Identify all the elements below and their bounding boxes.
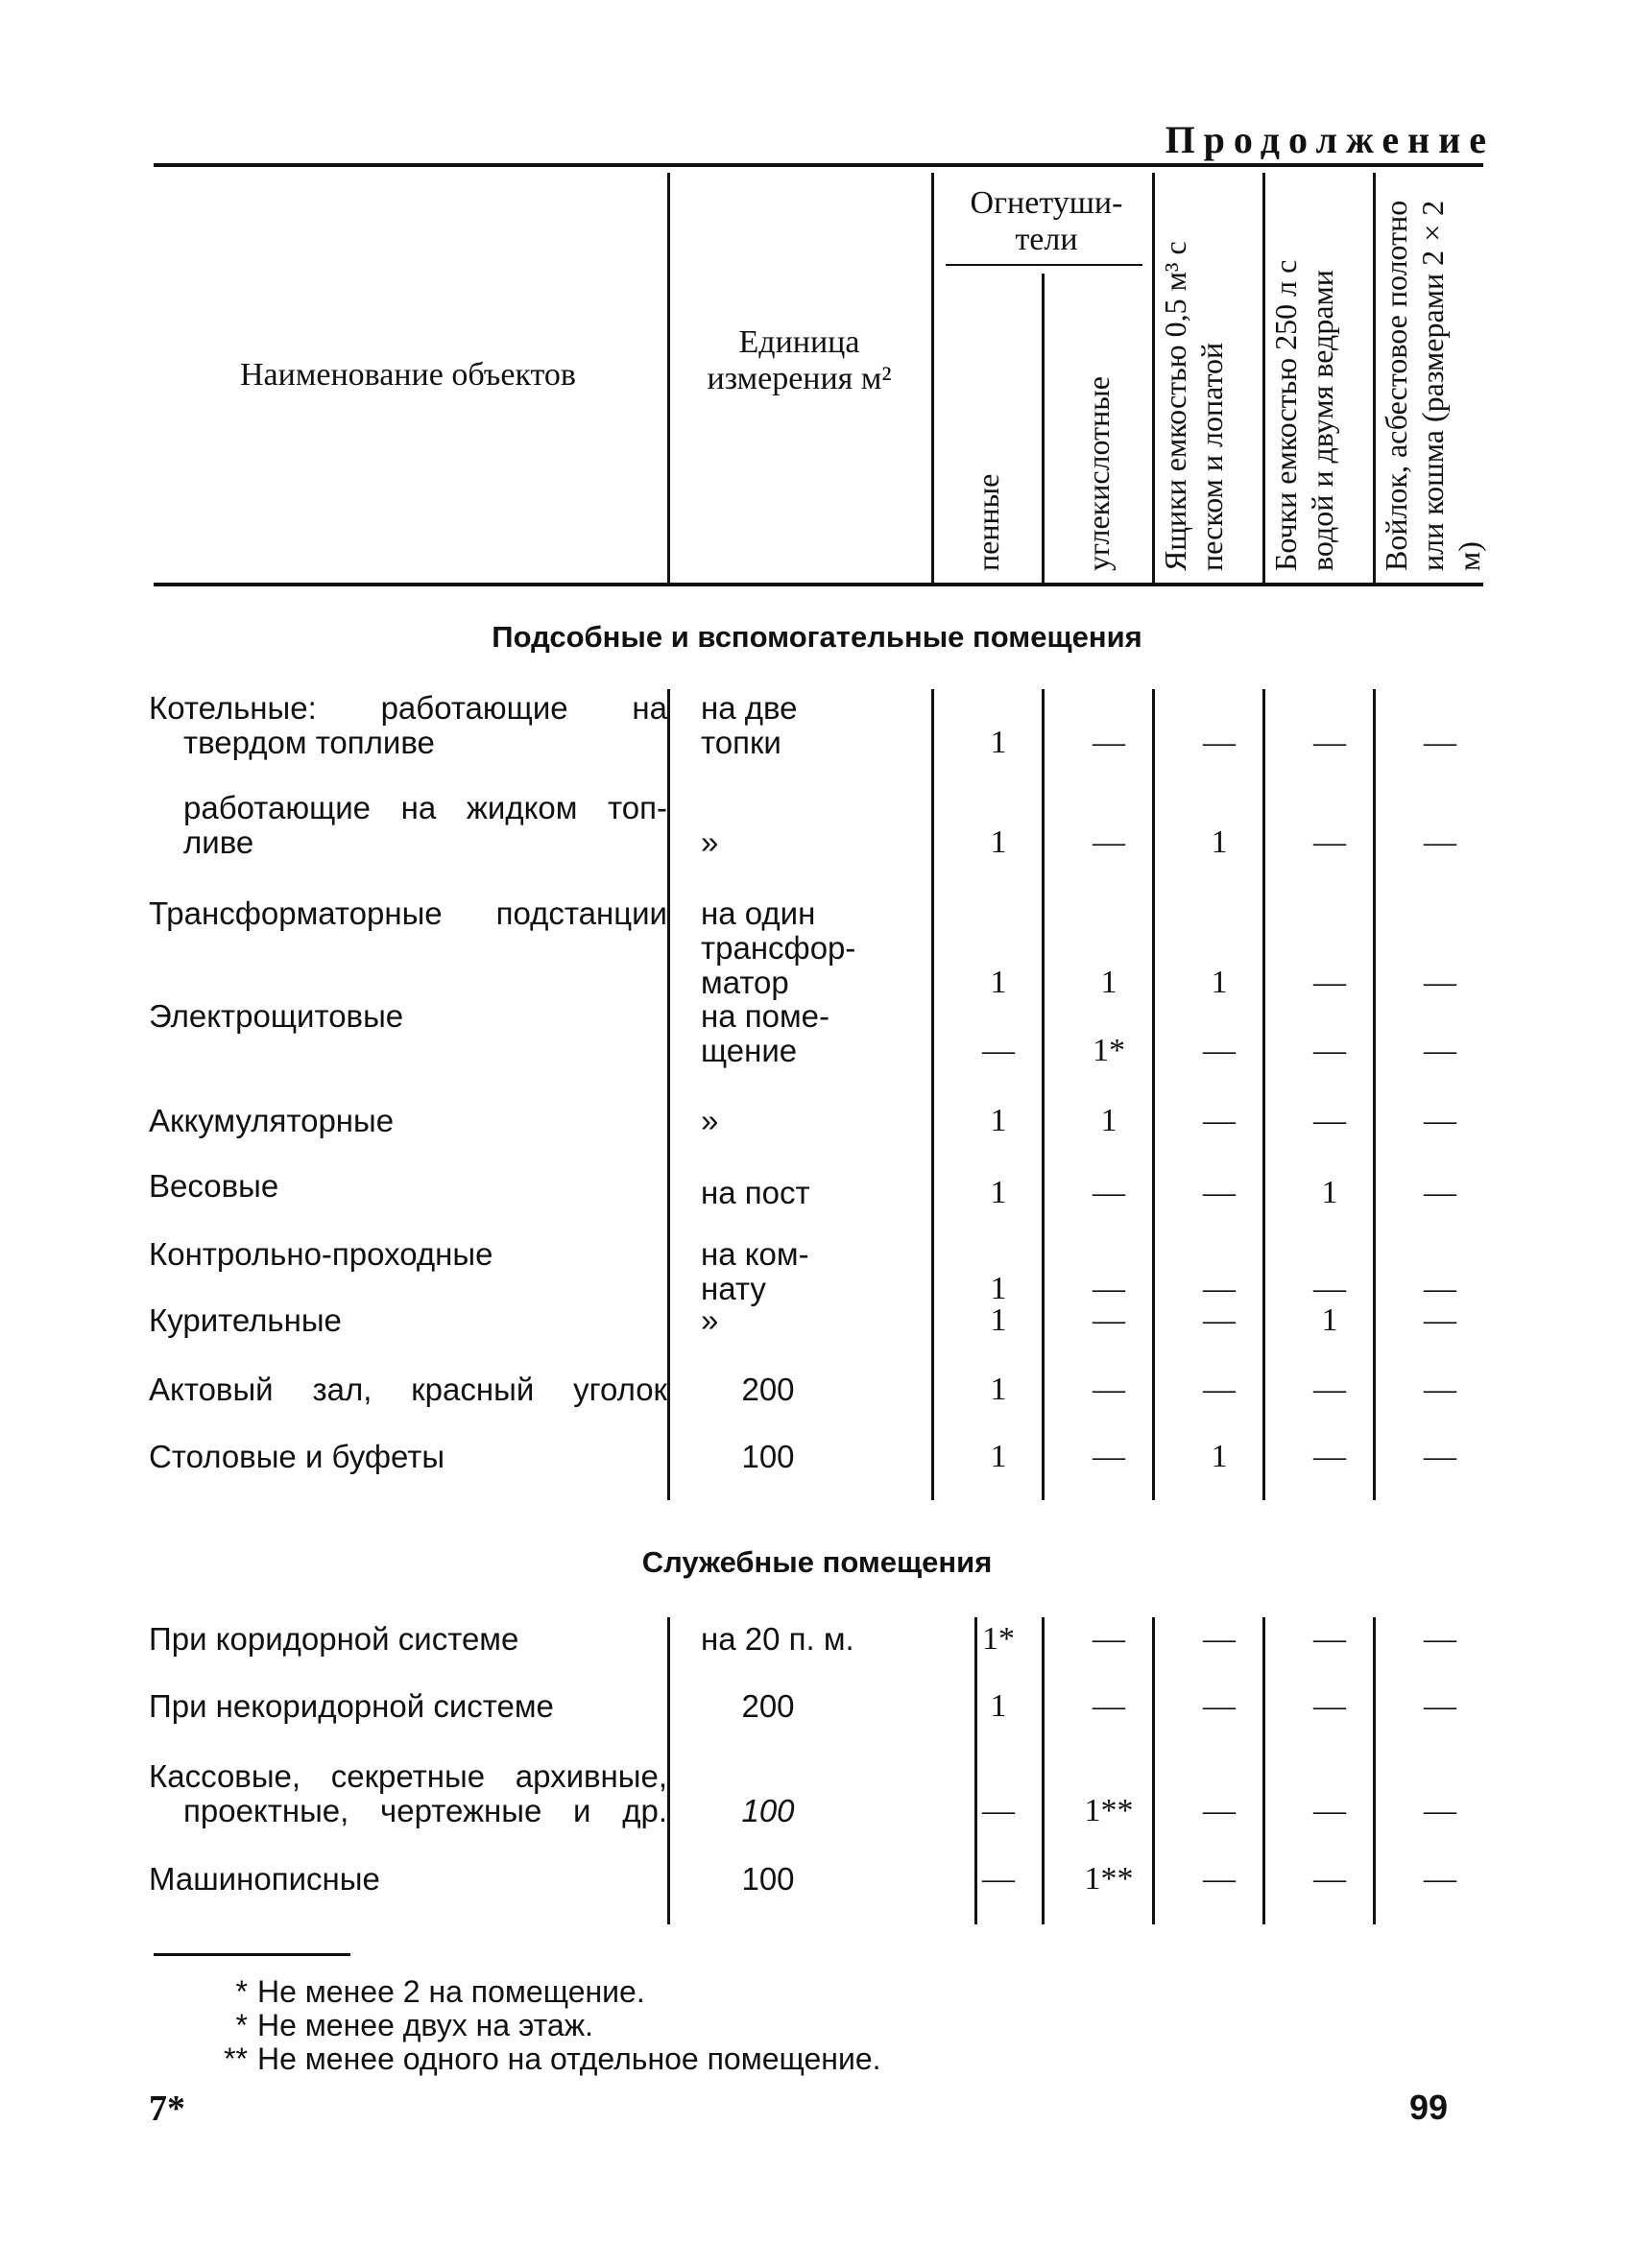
header-divider (1042, 274, 1045, 583)
cell-water: — (1313, 1793, 1346, 1828)
cell-water: — (1313, 1439, 1346, 1474)
row-unit: на 20 п. м. (701, 1621, 854, 1657)
cell-carbonic: — (1093, 1175, 1125, 1210)
cell-felt: — (1424, 1175, 1456, 1210)
row-name: Электрощитовые (149, 998, 404, 1034)
row-name: Весовые (149, 1168, 279, 1204)
cell-felt: — (1424, 1793, 1456, 1828)
row-name: При некоридорной системе (149, 1688, 554, 1724)
cell-carbonic: 1** (1084, 1861, 1134, 1897)
cell-water: — (1313, 1621, 1346, 1657)
row-name: При коридорной системе (149, 1621, 519, 1657)
cell-foam: 1* (982, 1621, 1015, 1657)
cell-foam: 1 (990, 1688, 1007, 1724)
cell-water: — (1313, 725, 1346, 760)
row-name: Машинописные (149, 1861, 380, 1897)
signature-mark: 7* (149, 2089, 185, 2129)
cell-carbonic: — (1093, 1439, 1125, 1474)
cell-felt: — (1424, 1688, 1456, 1724)
group-underline (946, 264, 1142, 266)
row-name: Столовые и буфеты (149, 1439, 445, 1474)
cell-water: — (1313, 824, 1346, 860)
header-divider (667, 173, 670, 583)
row-name: Кассовые, секретные архивные, проектные, чертежные и др. (149, 1758, 667, 1828)
header-sand-boxes: Ящики емкостью 0,5 м³ с песком и лопатой (1158, 241, 1229, 571)
row-unit: 200 (741, 1372, 795, 1407)
header-top-rule (154, 163, 1483, 167)
page-number: 99 (1409, 2088, 1449, 2127)
cell-sand: 1 (1211, 824, 1228, 860)
row-name: Аккумуляторные (149, 1103, 395, 1138)
row-unit: на две топки (701, 690, 798, 760)
cell-carbonic: 1* (1093, 1033, 1125, 1068)
footnote: * Не менее двух на этаж. (235, 2008, 593, 2042)
cell-carbonic: 1 (1100, 1103, 1117, 1138)
cell-foam: 1 (990, 1271, 1007, 1306)
header-divider (931, 173, 934, 583)
header-felt: Войлок, асбестовое полотно или кошма (размерами 2×2 м) (1379, 200, 1486, 571)
row-unit: 100 (741, 1793, 795, 1828)
footnotes (202, 1975, 881, 2076)
footnote: * Не менее 2 на помещение. (235, 1974, 645, 2009)
row-name: Контрольно-проходные (149, 1236, 493, 1272)
cell-foam: — (982, 1033, 1015, 1068)
row-name: Актовый зал, красный уголок (149, 1372, 667, 1407)
cell-water: — (1313, 1103, 1346, 1138)
column-divider (667, 1617, 670, 1924)
cell-carbonic: — (1093, 1302, 1125, 1338)
footnote-rule (154, 1953, 350, 1956)
row-unit: на поме- щение (701, 998, 829, 1068)
row-unit: на пост (701, 1175, 810, 1210)
cell-felt: — (1424, 1439, 1456, 1474)
cell-foam: 1 (990, 1439, 1007, 1474)
footnote: ** Не менее одного на отдельное помещение. (224, 2041, 881, 2076)
cell-foam: 1 (990, 1372, 1007, 1407)
cell-carbonic: — (1093, 1621, 1125, 1657)
header-carbonic: углекислотные (1081, 376, 1116, 571)
row-unit: 200 (741, 1688, 795, 1724)
cell-carbonic: 1 (1100, 965, 1117, 1000)
section-title: Подсобные и вспомогательные помещения (492, 620, 1142, 654)
cell-water: 1 (1321, 1302, 1338, 1338)
continuation-label: Продолжение (1165, 118, 1495, 161)
column-divider (667, 689, 670, 1500)
cell-felt: — (1424, 1271, 1456, 1306)
row-unit: на ком- нату (701, 1236, 809, 1306)
header-divider (1152, 173, 1155, 583)
cell-sand: 1 (1211, 1439, 1228, 1474)
cell-foam: 1 (990, 824, 1007, 860)
cell-water: — (1313, 1688, 1346, 1724)
header-divider (1373, 173, 1376, 583)
cell-carbonic: — (1093, 824, 1125, 860)
cell-sand: — (1203, 1033, 1236, 1068)
header-water-barrels: Бочки емкостью 250 л с водой и двумя ведрами (1268, 259, 1339, 571)
cell-sand: — (1203, 1103, 1236, 1138)
row-unit: на один трансфор- матор (701, 895, 856, 1000)
row-name: работающие на жидком топ- ливе (183, 790, 667, 860)
cell-felt: — (1424, 1033, 1456, 1068)
header-unit-col: Единица измерения м² (707, 324, 892, 396)
cell-sand: — (1203, 1271, 1236, 1306)
cell-sand: — (1203, 1861, 1236, 1897)
cell-felt: — (1424, 1103, 1456, 1138)
cell-water: — (1313, 1033, 1346, 1068)
cell-foam: 1 (990, 965, 1007, 1000)
cell-water: — (1313, 1861, 1346, 1897)
cell-carbonic: — (1093, 725, 1125, 760)
section-title: Служебные помещения (641, 1545, 993, 1579)
cell-sand: — (1203, 725, 1236, 760)
cell-sand: — (1203, 1793, 1236, 1828)
cell-felt: — (1424, 1302, 1456, 1338)
header-extinguishers: Огнетуши-тели (970, 185, 1123, 257)
cell-foam: — (982, 1793, 1015, 1828)
cell-water: — (1313, 1372, 1346, 1407)
row-name: Трансформаторные подстанции (149, 895, 667, 931)
row-unit: 100 (741, 1439, 795, 1474)
row-unit: » (701, 1302, 719, 1338)
cell-foam: 1 (990, 1103, 1007, 1138)
cell-sand: — (1203, 1621, 1236, 1657)
cell-water: — (1313, 965, 1346, 1000)
cell-sand: — (1203, 1175, 1236, 1210)
cell-foam: 1 (990, 725, 1007, 760)
cell-sand: — (1203, 1302, 1236, 1338)
header-foam: пенные (971, 473, 1005, 571)
row-unit: 100 (741, 1861, 795, 1897)
row-unit: » (701, 1103, 719, 1138)
cell-water: — (1313, 1271, 1346, 1306)
header-name-col: Наименование объектов (240, 357, 576, 393)
row-name: Курительные (149, 1302, 342, 1338)
header-bottom-rule (154, 583, 1483, 586)
cell-sand: — (1203, 1688, 1236, 1724)
row-name: Котельные: работающие на твердом топливе (149, 690, 667, 760)
cell-felt: — (1424, 824, 1456, 860)
cell-water: 1 (1321, 1175, 1338, 1210)
cell-felt: — (1424, 725, 1456, 760)
cell-foam: 1 (990, 1175, 1007, 1210)
cell-felt: — (1424, 1861, 1456, 1897)
column-divider (931, 689, 934, 1500)
cell-carbonic: 1** (1084, 1793, 1134, 1828)
cell-foam: — (982, 1861, 1015, 1897)
cell-sand: — (1203, 1372, 1236, 1407)
cell-felt: — (1424, 1372, 1456, 1407)
cell-felt: — (1424, 965, 1456, 1000)
row-unit: » (701, 824, 719, 860)
cell-foam: 1 (990, 1302, 1007, 1338)
cell-sand: 1 (1211, 965, 1228, 1000)
header-divider (1262, 173, 1265, 583)
cell-felt: — (1424, 1621, 1456, 1657)
cell-carbonic: — (1093, 1688, 1125, 1724)
cell-carbonic: — (1093, 1271, 1125, 1306)
cell-carbonic: — (1093, 1372, 1125, 1407)
